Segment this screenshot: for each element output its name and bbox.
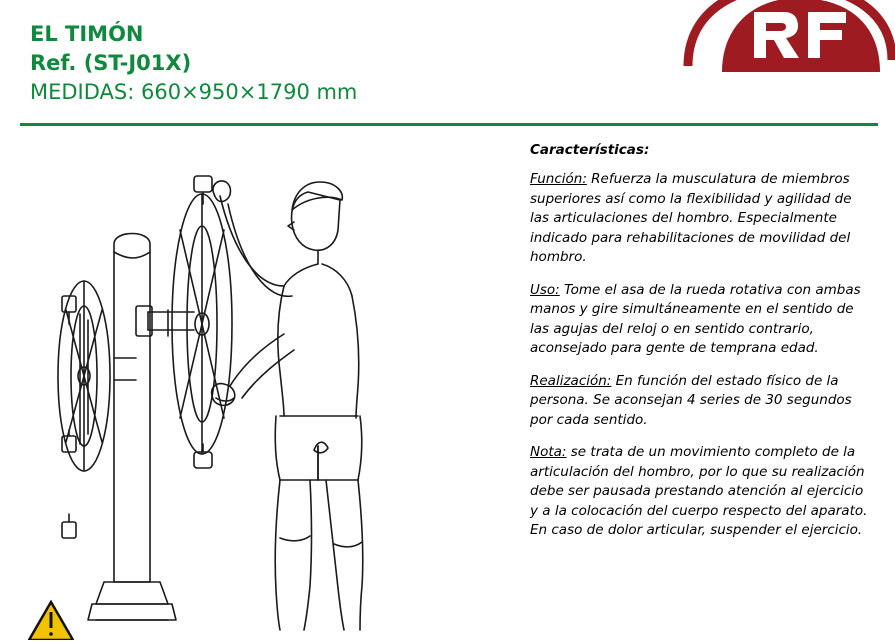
el-timon-line-drawing	[18, 134, 518, 634]
characteristic-realizacion-text: En función del estado físico de la persona. Se aconsejan 4 series de 30 segundos por cada sentido.	[530, 372, 852, 428]
header-divider	[20, 123, 878, 126]
characteristics-section	[530, 142, 870, 554]
product-reference: Ref. (ST-J01X)	[30, 51, 192, 75]
characteristic-funcion-label: Función:	[530, 171, 587, 187]
characteristic-realizacion	[530, 372, 870, 431]
page-header	[0, 0, 895, 122]
characteristic-realizacion-label: Realización:	[530, 372, 612, 389]
product-name: EL TIMÓN	[30, 22, 144, 46]
characteristic-nota	[530, 443, 870, 541]
characteristic-uso	[530, 281, 870, 359]
characteristic-funcion-text: Refuerza la musculatura de miembros superiores así como la flexibilidad y agilidad de las articulaciones del hombro. Especialmente indicado para rehabilitaciones de movilidad del hombro.	[530, 171, 852, 265]
product-dimensions: MEDIDAS: 660×950×1790 mm	[30, 80, 358, 104]
characteristics-heading: Características:	[530, 142, 650, 158]
warning-triangle-icon	[28, 600, 74, 640]
rf-logo	[680, 0, 895, 74]
characteristic-uso-label: Uso:	[530, 281, 560, 298]
characteristic-uso-text: Tome el asa de la rueda rotativa con ambas manos y gire simultáneamente en el sentido de las agujas del reloj o en sentido contrario, aconsejado para gente de temprana edad.	[530, 281, 861, 356]
characteristic-nota-text: se trata de un movimiento completo de la articulación del hombro, por lo que su realización debe ser pausada prestando atención al ejercicio y a la colocación del cuerpo respecto del aparato. En caso de dolor articular, suspender el ejercicio.	[530, 444, 868, 538]
characteristic-nota-label: Nota:	[530, 444, 567, 460]
characteristic-funcion	[530, 170, 870, 268]
page-title	[30, 20, 357, 107]
